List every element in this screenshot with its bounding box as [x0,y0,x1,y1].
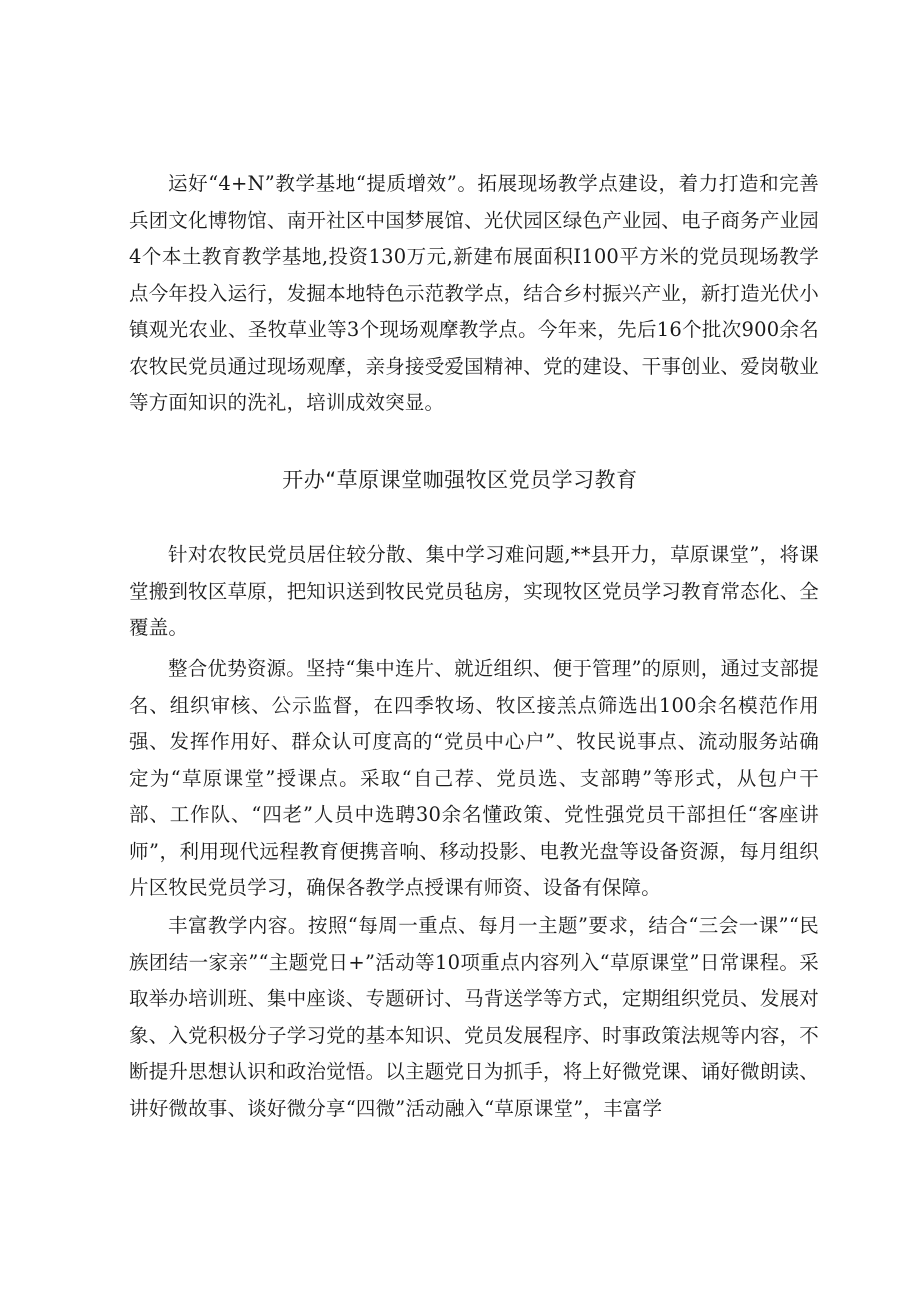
section-heading: 开办“草原课堂咖强牧区党员学习教育 [282,468,638,492]
paragraph-resources: 整合优势资源。坚持“集中连片、就近组织、便于管理”的原则，通过支部提名、组织审核、公示监督，在四季牧场、牧区接羔点筛选出100余名模范作用强、发挥作用好、群众认可度高的“党员中心户”、牧民说事点、流动服务站确定为“草原课堂”授课点。采取“自己荐、党员选、支部聘”等形式，从包户干部、工作队、“四老”人员中选聘30余名懂政策、党性强党员干部担任“客座讲师”，利用现代远程教育便携音响、移动投影、电教光盘等设备资源，每月组织片区牧民党员学习，确保各教学点授课有师资、设备有保障。 [129,657,819,899]
paragraph-teaching-bases: 运好“4+N”教学基地“提质增效”。拓展现场教学点建设，着力打造和完善兵团文化博物馆、南开社区中国梦展馆、光伏园区绿色产业园、电子商务产业园4个本土教育教学基地,投资130万元,新建布展面积I100平方米的党员现场教学点今年投入运行，发掘本地特色示范教学点，结合乡村振兴产业，新打造光伏小镇观光农业、圣牧草业等3个现场观摩教学点。今年来，先后16个批次900余名农牧民党员通过现场观摩，亲身接受爱国精神、党的建设、干事创业、爱岗敬业等方面知识的洗礼，培训成效突显。 [129,172,819,414]
paragraph-intro: 针对农牧民党员居住较分散、集中学习难问题,**县开力，草原课堂”，将课堂搬到牧区草原，把知识送到牧民党员毡房，实现牧区党员学习教育常态化、全覆盖。 [129,543,819,639]
paragraph-content: 丰富教学内容。按照“每周一重点、每月一主题”要求，结合“三会一课”“民族团结一家亲”“主题党日+”活动等10项重点内容列入“草原课堂”日常课程。采取举办培训班、集中座谈、专题研讨、马背送学等方式，定期组织党员、发展对象、入党积极分子学习党的基本知识、党员发展程序、时事政策法规等内容，不断提升思想认识和政治觉悟。以主题党日为抓手，将上好微党课、诵好微朗读、讲好微故事、谈好微分享“四微”活动融入“草原课堂”，丰富学 [129,914,819,1120]
